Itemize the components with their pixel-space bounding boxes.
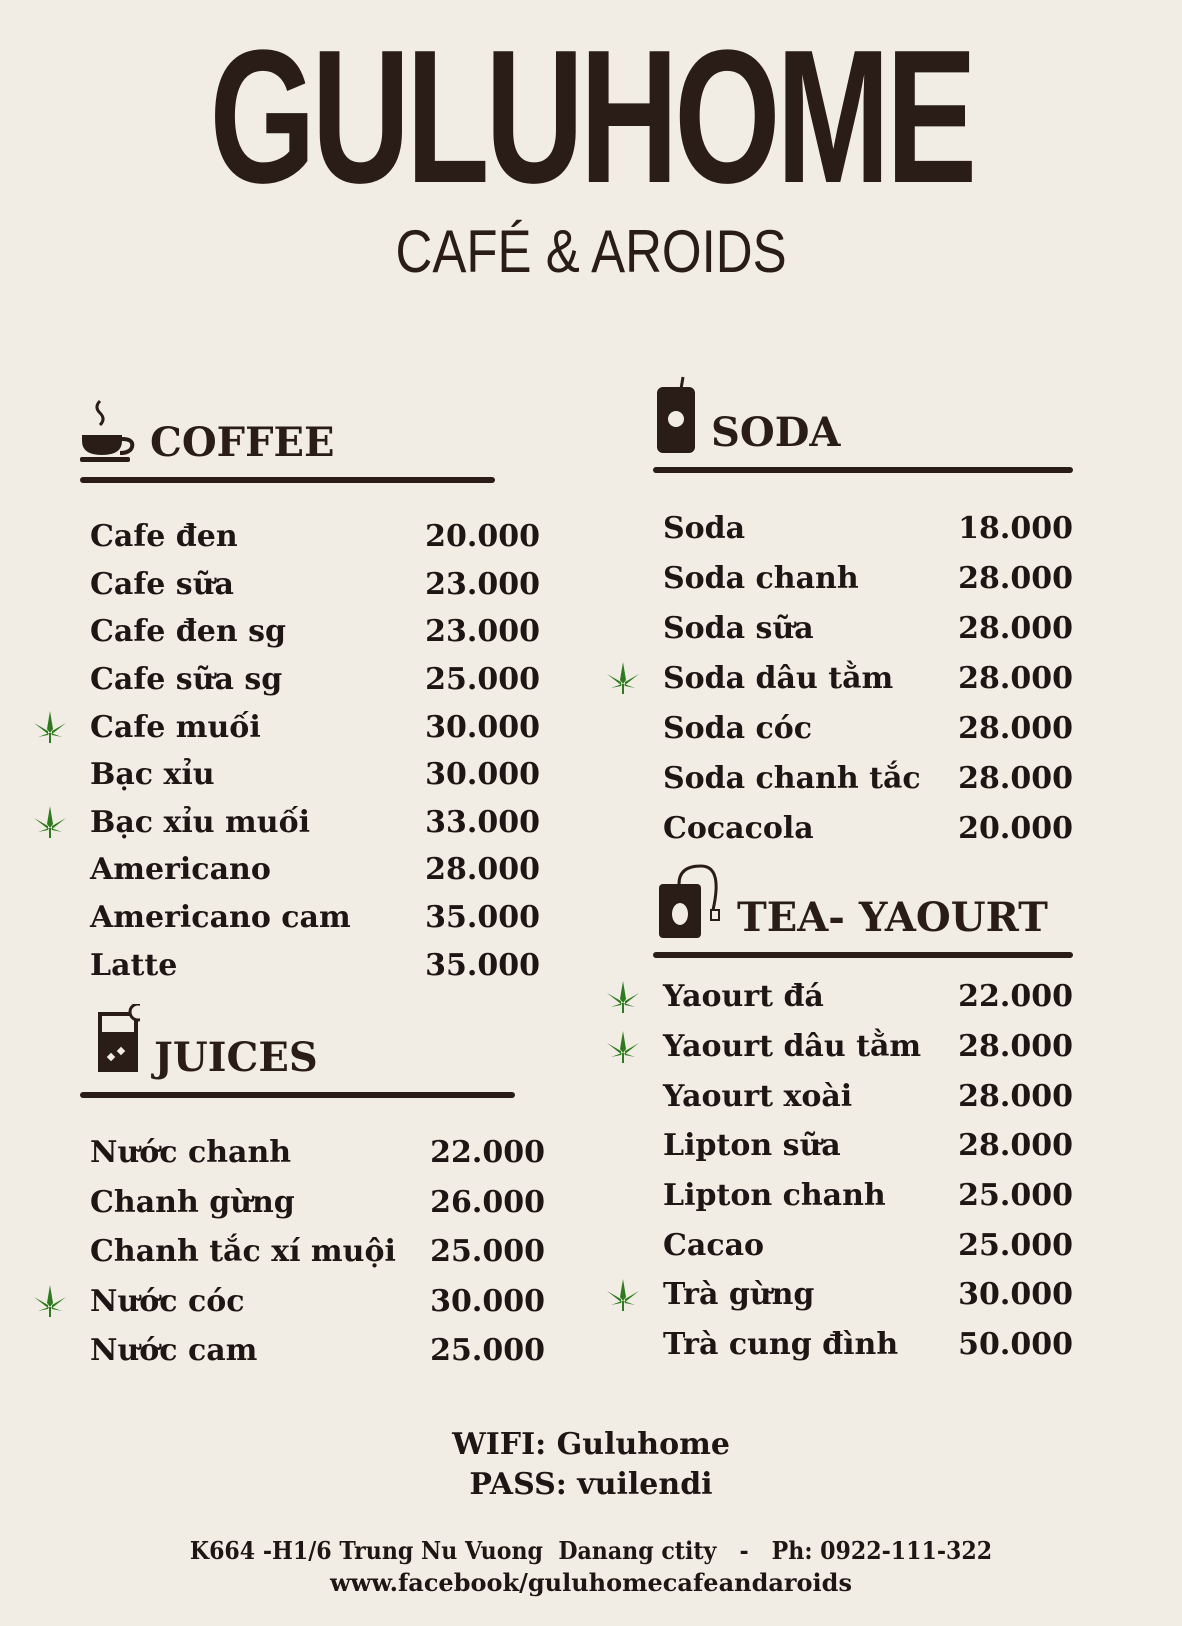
item-price: 25.000 [430,1234,545,1270]
menu-item [80,513,540,561]
item-name: Soda dâu tằm [663,660,894,696]
item-name: Trà cung đình [663,1327,899,1363]
section-title: JUICES [154,1034,318,1081]
item-name: Trà gừng [663,1277,815,1313]
menu-item [653,703,1073,753]
menu-item [80,1326,545,1376]
divider [653,952,1073,958]
item-name: Yaourt xoài [663,1078,853,1114]
item-name: Cafe đen [90,519,238,555]
item-price: 22.000 [958,979,1073,1015]
item-name: Cafe sữa sg [90,662,283,698]
menu-item [653,1270,1073,1320]
item-price: 28.000 [958,660,1073,696]
menu-item [80,656,540,704]
item-price: 22.000 [430,1135,545,1171]
divider [653,467,1073,473]
soda-can-icon [653,375,697,455]
section-title: TEA- YAOURT [737,894,1048,941]
divider [80,1092,515,1098]
menu-item [653,653,1073,703]
leaf-icon [30,707,70,747]
item-price: 25.000 [430,1333,545,1369]
item-name: Cafe muối [90,709,261,745]
item-name: Cafe sữa [90,566,234,602]
item-name: Chanh gừng [90,1184,295,1220]
menu-item [80,703,540,751]
item-name: Soda chanh [663,560,859,596]
item-price: 28.000 [958,1128,1073,1164]
section-tea-yaourt [653,860,1073,1370]
facebook-link[interactable]: www.facebook/guluhomecafeandaroids [330,1568,852,1597]
item-price: 35.000 [425,947,540,983]
leaf-icon [30,802,70,842]
item-price: 20.000 [958,810,1073,846]
item-price: 28.000 [958,1078,1073,1114]
section-title: SODA [711,409,841,456]
menu-item [653,1022,1073,1072]
item-price: 25.000 [425,662,540,698]
item-price: 23.000 [425,566,540,602]
divider [80,477,495,483]
item-name: Cacao [663,1227,765,1263]
juice-glass-icon [80,1004,140,1080]
menu-item [80,608,540,656]
wifi-password: PASS: vuilendi [469,1467,713,1502]
item-name: Soda cóc [663,710,813,746]
item-name: Soda [663,510,746,546]
item-name: Americano [90,852,271,888]
brand-subtitle: CAFÉ & AROIDS [395,218,787,285]
menu-item [80,1277,545,1327]
address: K664 -H1/6 Trung Nu Vuong Danang ctity - Ph: 0922-111-322 [189,1536,993,1565]
menu-item [653,753,1073,803]
item-price: 26.000 [430,1184,545,1220]
menu-item [653,1121,1073,1171]
item-name: Lipton chanh [663,1178,886,1214]
menu-item [80,1128,545,1178]
brand-title: GULUHOME [209,11,973,223]
item-price: 28.000 [958,1029,1073,1065]
item-price: 28.000 [958,610,1073,646]
item-price: 33.000 [425,804,540,840]
wifi-name: WIFI: Guluhome [452,1427,730,1462]
item-name: Chanh tắc xí muội [90,1234,396,1270]
leaf-icon [30,1281,70,1321]
menu-item [80,846,540,894]
item-price: 25.000 [958,1227,1073,1263]
section-title: COFFEE [150,419,335,466]
item-name: Nước chanh [90,1135,292,1171]
item-name: Americano cam [90,900,351,936]
item-name: Yaourt đá [663,979,824,1015]
section-coffee [80,385,540,989]
menu-item [653,1320,1073,1370]
menu-item [653,503,1073,553]
menu-item [653,1220,1073,1270]
item-price: 30.000 [958,1277,1073,1313]
item-price: 23.000 [425,614,540,650]
brand-header [0,11,1182,285]
item-name: Bạc xỉu muối [90,804,311,840]
item-price: 28.000 [958,760,1073,796]
item-name: Soda sữa [663,610,814,646]
menu-item [80,1227,545,1277]
section-soda [653,375,1073,853]
menu-item [653,603,1073,653]
item-name: Nước cam [90,1333,258,1369]
menu-item [653,1171,1073,1221]
menu-item [80,894,540,942]
section-juices [80,1000,545,1376]
item-price: 30.000 [425,709,540,745]
item-name: Lipton sữa [663,1128,841,1164]
item-price: 25.000 [958,1178,1073,1214]
contact-info [0,1535,1182,1599]
leaf-icon [603,658,643,698]
item-price: 28.000 [958,560,1073,596]
menu-item [653,803,1073,853]
tea-bag-icon [653,864,723,940]
coffee-cup-icon [80,399,136,465]
menu-item [653,1071,1073,1121]
item-name: Soda chanh tắc [663,760,921,796]
menu-item [80,1178,545,1228]
item-price: 50.000 [958,1327,1073,1363]
menu-item [80,751,540,799]
item-price: 18.000 [958,510,1073,546]
item-price: 20.000 [425,519,540,555]
menu-item [80,561,540,609]
item-price: 30.000 [430,1283,545,1319]
item-name: Nước cóc [90,1283,245,1319]
leaf-icon [603,1027,643,1067]
leaf-icon [603,1275,643,1315]
item-price: 35.000 [425,900,540,936]
menu-item [653,553,1073,603]
item-name: Latte [90,947,178,983]
item-name: Cocacola [663,810,814,846]
menu-item [80,941,540,989]
item-price: 28.000 [958,710,1073,746]
item-price: 28.000 [425,852,540,888]
leaf-icon [603,977,643,1017]
item-name: Bạc xỉu [90,757,215,793]
wifi-info [0,1425,1182,1505]
item-name: Yaourt dâu tằm [663,1029,922,1065]
menu-item [653,972,1073,1022]
item-name: Cafe đen sg [90,614,286,650]
menu-item [80,799,540,847]
item-price: 30.000 [425,757,540,793]
